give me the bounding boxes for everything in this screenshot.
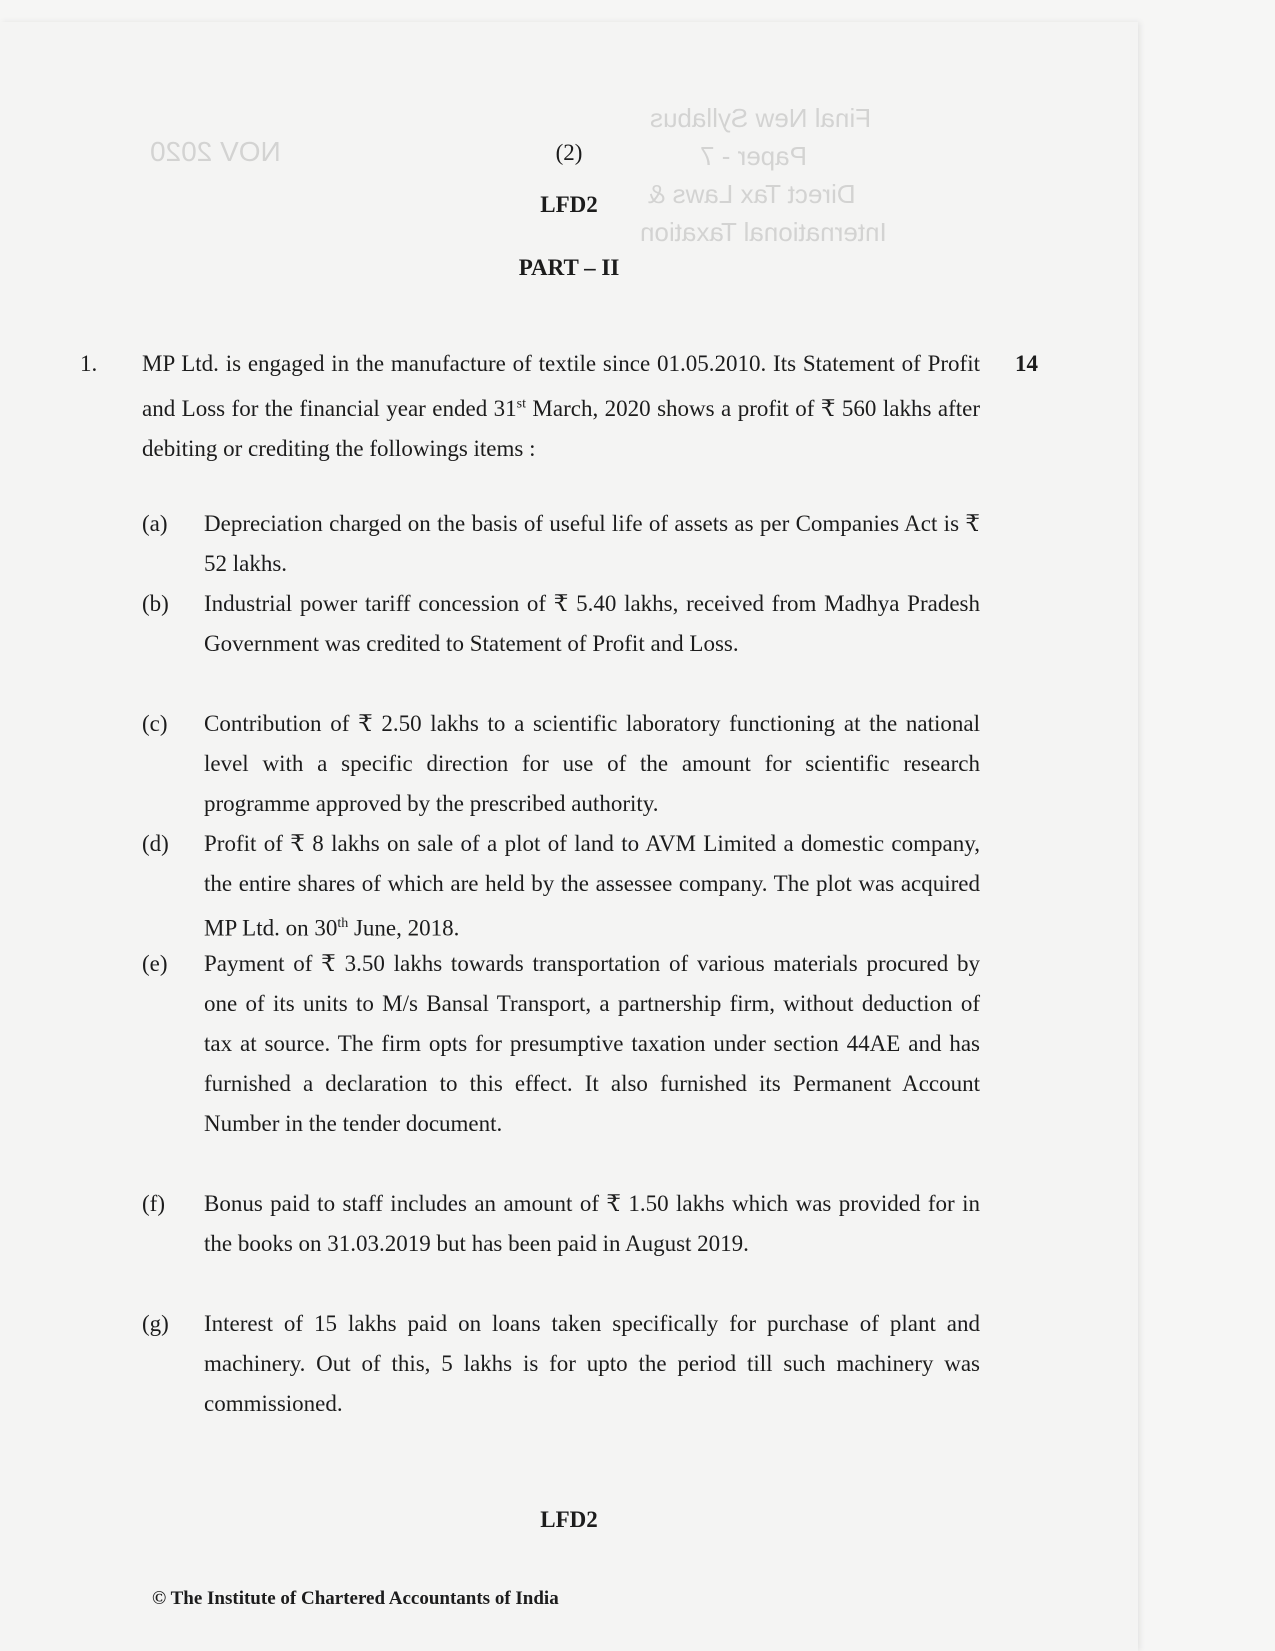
item-c	[142, 704, 980, 824]
item-d	[142, 824, 980, 949]
item-text: Profit of ₹ 8 lakhs on sale of a plot of land to AVM Limited a domestic company, the entire shares of which are held by the assessee company. The plot was acquired MP Ltd. on 30th June, 2018.	[204, 831, 980, 941]
item-label: (d)	[142, 831, 169, 856]
exam-paper-sheet	[0, 22, 1138, 1651]
item-label: (f)	[142, 1191, 165, 1216]
bleed-through-line-2: Paper - 7	[700, 141, 807, 171]
copyright-notice: © The Institute of Chartered Accountants of India	[152, 1588, 559, 1609]
item-g	[142, 1304, 980, 1424]
paper-code-footer: LFD2	[540, 1507, 598, 1532]
part-title: PART – II	[518, 255, 620, 280]
bleed-through-line-4: International Taxation	[640, 217, 887, 247]
page-number: (2)	[555, 140, 583, 165]
item-f	[142, 1184, 980, 1264]
bleed-through-line-1: Final New Syllabus	[650, 103, 872, 133]
item-text: Depreciation charged on the basis of useful life of assets as per Companies Act is ₹ 52 lakhs.	[204, 511, 980, 576]
item-text: Interest of 15 lakhs paid on loans taken specifically for purchase of plant and machinery. Out of this, 5 lakhs is for upto the period till such machinery was commissioned.	[204, 1311, 980, 1416]
question-number: 1.	[80, 351, 98, 376]
item-label: (b)	[142, 591, 169, 616]
item-text: Payment of ₹ 3.50 lakhs towards transportation of various materials procured by one of its units to M/s Bansal Transport, a partnership firm, without deduction of tax at source. The firm opts for presumptive taxation under section 44AE and has furnished a declaration to this effect. It also furnished its Permanent Account Number in the tender document.	[204, 951, 980, 1136]
bleed-through-line-3: Direct Tax Laws &	[648, 179, 856, 209]
item-b	[142, 584, 980, 664]
item-text: Industrial power tariff concession of ₹ 5.40 lakhs, received from Madhya Pradesh Government was credited to Statement of Profit and Loss.	[204, 591, 980, 656]
item-text: Contribution of ₹ 2.50 lakhs to a scientific laboratory functioning at the national level with a specific direction for use of the amount for scientific research programme approved by the prescribed authority.	[204, 711, 980, 816]
question-marks: 14	[1015, 351, 1038, 376]
item-label: (g)	[142, 1311, 169, 1336]
item-e	[142, 944, 980, 1144]
question-intro-text: MP Ltd. is engaged in the manufacture of textile since 01.05.2010. Its Statement of Profit and Loss for the financial year ended 31st March, 2020 shows a profit of ₹ 560 lakhs after debiting or crediting the followings items :	[142, 351, 980, 461]
item-label: (e)	[142, 951, 168, 976]
question-intro	[142, 344, 980, 469]
item-label: (a)	[142, 511, 168, 536]
item-text: Bonus paid to staff includes an amount of ₹ 1.50 lakhs which was provided for in the books on 31.03.2019 but has been paid in August 2019.	[204, 1191, 980, 1256]
bleed-through-stamp: NOV 2020	[150, 136, 281, 167]
item-a	[142, 504, 980, 584]
item-label: (c)	[142, 711, 168, 736]
paper-code-header: LFD2	[540, 192, 598, 217]
